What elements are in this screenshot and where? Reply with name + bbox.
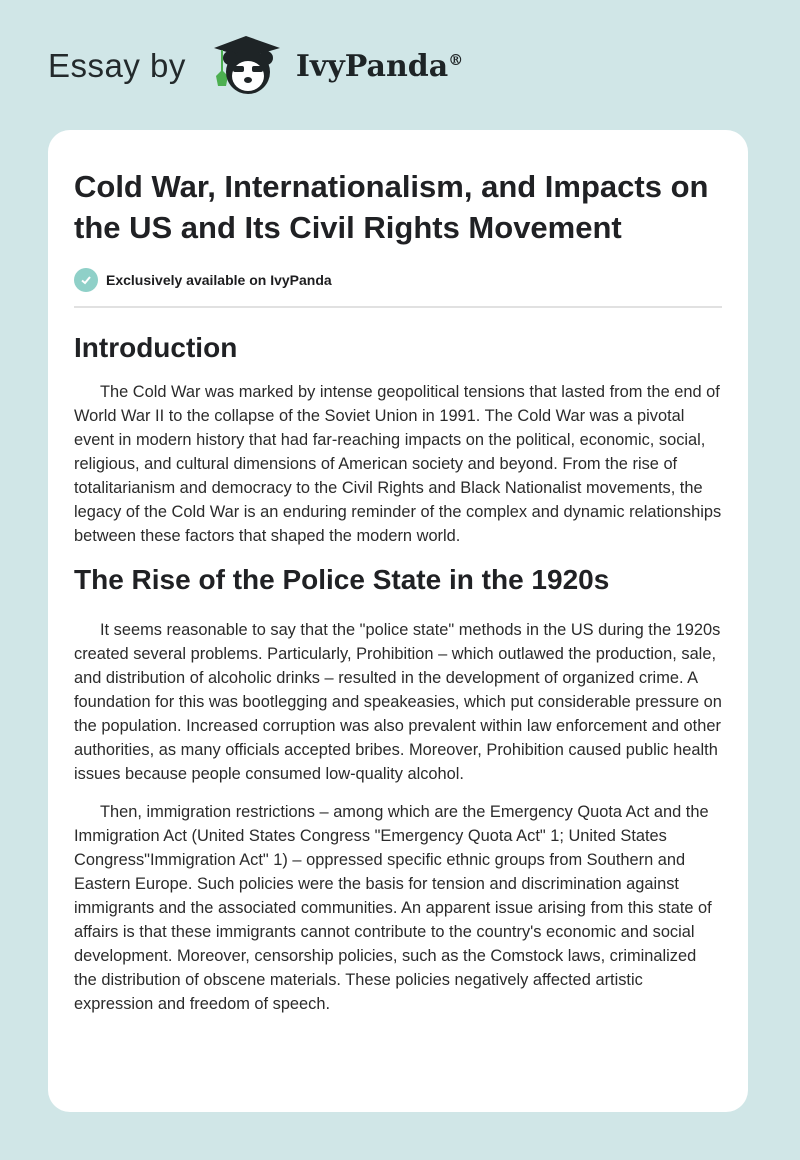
essay-card [48,130,748,1112]
section-heading: Introduction [74,332,238,363]
badge-text: Exclusively available on IvyPanda [106,272,332,288]
essay-by-label: Essay by [48,47,186,84]
exclusive-badge [74,268,722,308]
brand-name[interactable] [296,49,463,84]
check-icon [74,268,98,292]
paragraph: Then, immigration restrictions – among which are the Emergency Quota Act and the Immigration Act (United States Congress "Emergency Quota Act" 1; United States Congress"Immigration Act" 1) – oppressed specific ethnic groups from Southern and Eastern Europe. Such policies were the basis for tension and discrimination against immigrants and the associated communities. An apparent issue arising from this state of affairs is that these immigrants cannot contribute to the country's economic and social development. Moreover, censorship policies, such as the Comstock laws, criminalized the distribution of obscene materials. These policies negatively affected artistic expression and freedom of speech. [74,803,712,1013]
paragraph: It seems reasonable to say that the "police state" methods in the US during the 1920s created several problems. Particularly, Prohibition – which outlawed the production, sale, and distribution of alcoholic drinks – resulted in the development of organized crime. A foundation for this was bootlegging and speakeasies, which put considerable pressure on the population. Increased corruption was also prevalent within law enforcement and other authorities, as many officials accepted bribes. Moreover, Prohibition caused public health issues because people consumed low-quality alcohol. [74,621,722,783]
registered-mark: ® [448,50,464,69]
essay-title: Cold War, Internationalism, and Impacts on the US and Its Civil Rights Movement [74,169,709,245]
brand-text: IvyPanda [295,48,449,84]
panda-logo-icon[interactable] [204,34,292,98]
paragraph: The Cold War was marked by intense geopolitical tensions that lasted from the end of World War II to the collapse of the Soviet Union in 1991. The Cold War was a pivotal event in modern history that had far-reaching impacts on the political, economic, social, religious, and cultural dimensions of American society and beyond. From the rise of totalitarianism and democracy to the Civil Rights and Black Nationalist movements, the legacy of the Cold War is an enduring reminder of the complex and dynamic relationships between these factors that shaped the modern world. [74,383,722,545]
section-heading: The Rise of the Police State in the 1920s [74,564,610,595]
site-header [48,34,463,98]
